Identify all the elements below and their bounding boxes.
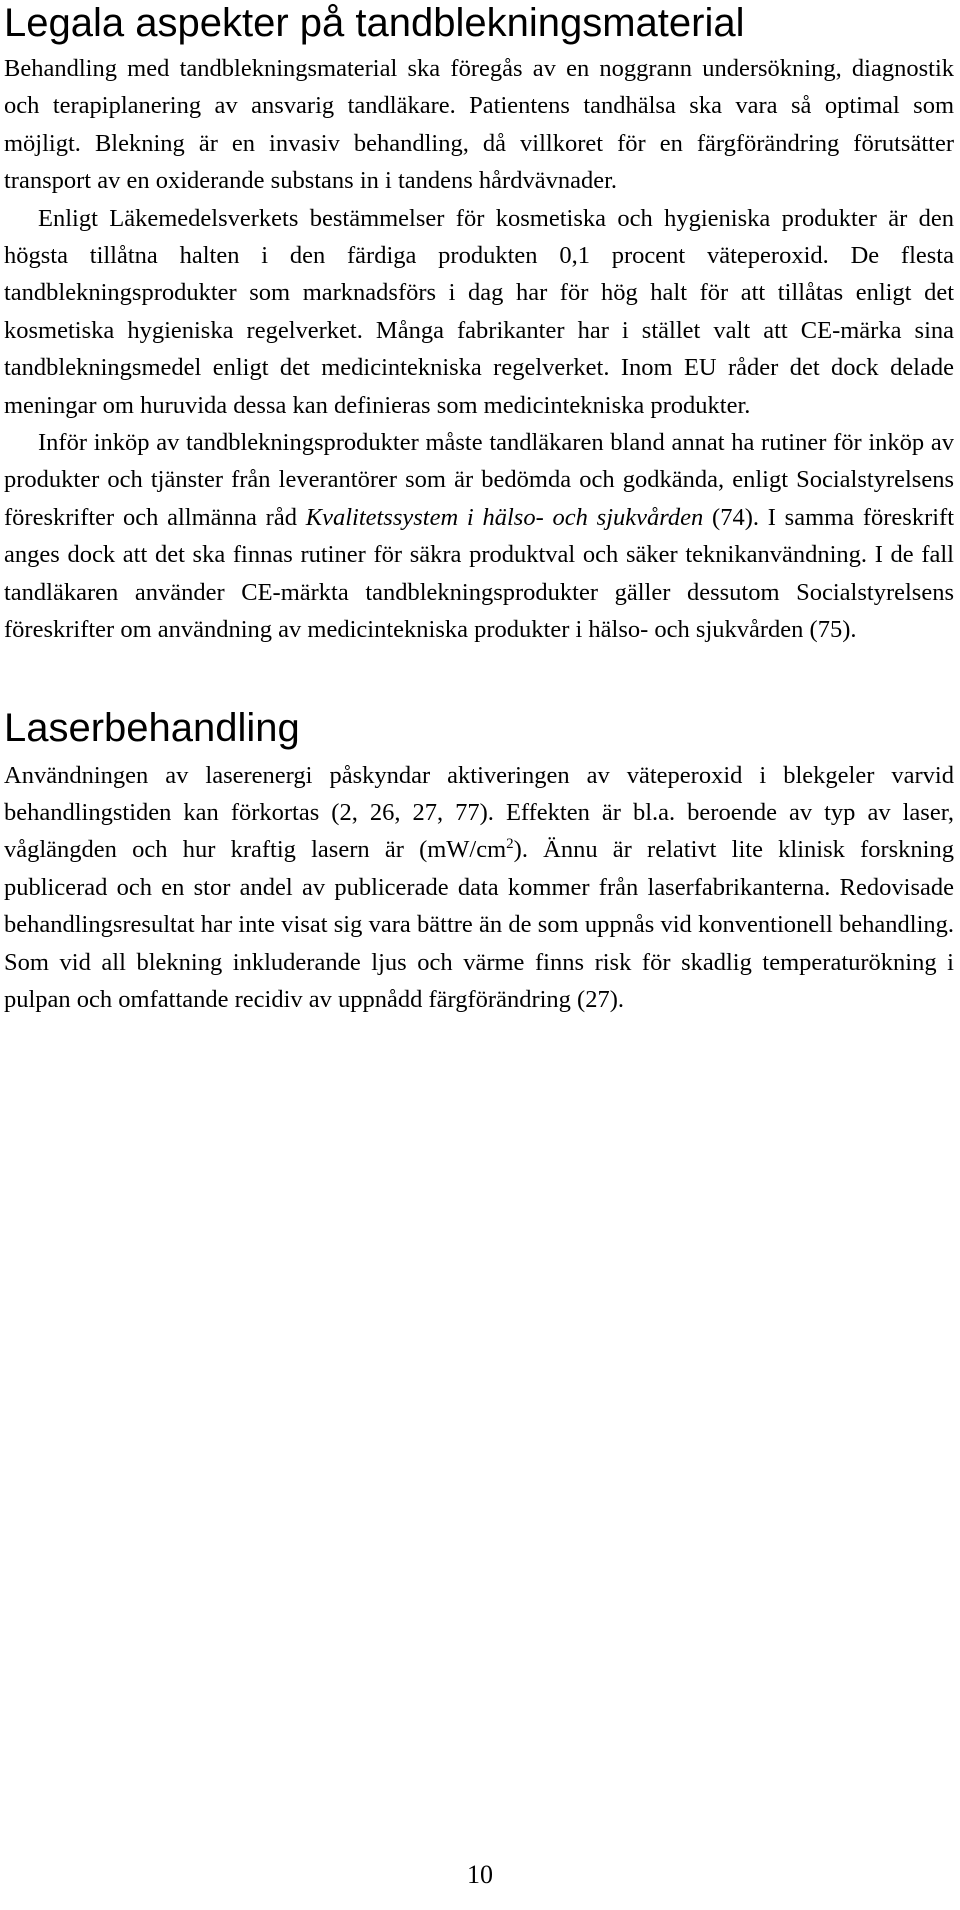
- section-legal-aspects: [4, 0, 954, 649]
- paragraph-1: Behandling med tandblekningsmaterial ska föregås av en noggrann undersökning, diagnostik och terapiplanering av ansvarig tandläkare. Patientens tandhälsa ska vara så optimal som möjligt. Blekning är en invasiv behandling, då villkoret för en färgförändring förutsätter transport av en oxiderande substans in i tandens hårdvävnader.: [4, 55, 954, 195]
- paragraph-3: [4, 424, 954, 648]
- paragraph-2: Enligt Läkemedelsverkets bestämmelser för kosmetiska och hygieniska produkter är den högsta tillåtna halten i den färdiga produkten 0,1 procent väteperoxid. De flesta tandblekningsprodukter som marknadsförs i dag har för hög halt för att tillåtas enligt det kosmetiska hygieniska regelverket. Många fabrikanter har i stället valt att CE-märka sina tandblekningsmedel enligt det medicintekniska regelverket. Inom EU råder det dock delade meningar om huruvida dessa kan definieras som medicintekniska produkter.: [4, 204, 954, 419]
- paragraph-3-italic-title: Kvalitetssystem i hälso- och sjukvården: [305, 503, 704, 531]
- paragraph-3-text-a: Inför inköp av tandblekningsprodukter måste tandläkaren bland annat ha rutiner för inköp av produkter och tjänster från leverantörer som är bedömda och godkända, enligt Socialstyrelsens föreskrifter och allmänna råd: [4, 429, 954, 531]
- page-number: 10: [467, 1860, 493, 1889]
- section-heading-laser-treatment: Laserbehandling: [4, 705, 300, 750]
- paragraph-laser-text-b: ). Ännu är relativt lite klinisk forskning publicerad och en stor andel av publicerade data kommer från laserfabrikanterna. Redovisade behandlingsresultat har inte visat sig vara bättre än de som uppnås vid konventionell behandling. Som vid all blekning inkluderande ljus och värme finns risk för skadlig temperaturökning i pulpan och omfattande recidiv av uppnådd färgförändring (27).: [4, 836, 954, 1013]
- section-heading-legal-aspects: Legala aspekter på tandblekningsmaterial: [4, 1, 745, 45]
- paragraph-laser: [4, 757, 954, 1019]
- superscript-2: 2: [506, 836, 514, 853]
- paragraph-laser-text-a: Användningen av laserenergi påskyndar aktiveringen av väteperoxid i blekgeler varvid behandlingstiden kan förkortas (2, 26, 27, 77). Effekten är bl.a. beroende av typ av laser, våglängden och hur kraftig lasern är (mW/cm: [4, 761, 954, 864]
- paragraph-3-text-b: (74). I samma föreskrift anges dock att det ska finnas rutiner för säkra produktval och säker teknikanvändning. I de fall tandläkaren använder CE-märkta tandblekningsprodukter gäller dessutom Socialstyrelsens föreskrifter om användning av medicintekniska produkter i hälso- och sjukvården (75).: [4, 503, 954, 644]
- document-page: [4, 0, 954, 1018]
- section-laser-treatment: [4, 705, 954, 1019]
